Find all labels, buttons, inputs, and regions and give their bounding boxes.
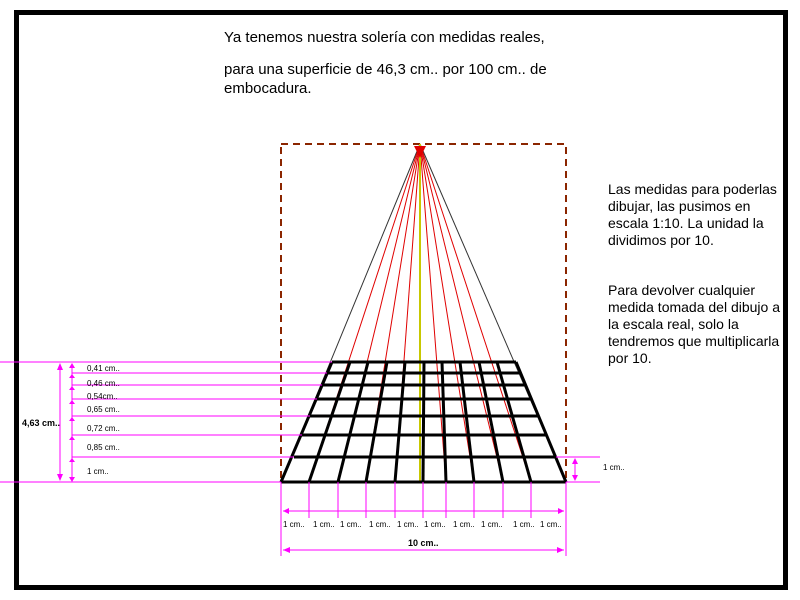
total-width-label: 10 cm.. [408,538,439,548]
row-height-label: 0,54cm.. [87,392,118,401]
vanishing-line [420,144,503,482]
arrowhead [557,547,564,553]
cell-width-label: 1 cm.. [397,520,419,529]
arrowhead [69,417,75,421]
row-height-label: 0,85 cm.. [87,443,120,452]
row-height-label: 0,65 cm.. [87,405,120,414]
cell-width-label: 1 cm.. [313,520,335,529]
grid-column-line [395,362,405,482]
cell-width-label: 1 cm.. [513,520,535,529]
grid-column-line [442,362,446,482]
row-height-label: 0,46 cm.. [87,379,120,388]
arrowhead [69,458,75,462]
cell-width-label: 1 cm.. [369,520,391,529]
grid-column-line [281,362,332,482]
grid-column-line [366,362,387,482]
grid-column-line [423,362,424,482]
heading-line-2: para una superficie de 46,3 cm.. por 100 cm.. de embocadura. [224,61,547,97]
cell-width-label: 1 cm.. [540,520,562,529]
arrowhead [283,547,290,553]
right-height-label: 1 cm.. [603,463,625,472]
cell-width-label: 1 cm.. [424,520,446,529]
arrowhead [572,475,578,481]
row-height-label: 1 cm.. [87,467,109,476]
cell-width-label: 1 cm.. [283,520,305,529]
arrowhead [69,374,75,378]
grid-column-line [479,362,503,482]
grid-column-line [497,362,531,482]
arrowhead [69,436,75,440]
arrowhead [69,400,75,404]
vanishing-line [420,144,531,482]
arrowhead [572,458,578,464]
heading-line-1: Ya tenemos nuestra solería con medidas reales, [224,29,545,46]
arrowhead [57,474,63,481]
arrowhead [57,363,63,370]
right-dimension [556,457,600,482]
grid-column-line [460,362,474,482]
arrowhead [69,363,75,368]
cell-width-label: 1 cm.. [453,520,475,529]
arrowhead [558,508,564,514]
vanishing-line [420,144,474,482]
conversion-note: Para devolver cualquier medida tomada del dibujo a la escala real, solo la tendremos que multiplicarla por 10. [608,282,781,366]
cell-width-label: 1 cm.. [340,520,362,529]
vanishing-lines [309,144,531,482]
row-height-label: 0,41 cm.. [87,364,120,373]
arrowhead [69,386,75,390]
scale-note: Las medidas para poderlas dibujar, las pusimos en escala 1:10. La unidad la dividimos por 10. [608,181,777,248]
cell-width-label: 1 cm.. [481,520,503,529]
total-height-label: 4,63 cm.. [22,418,61,428]
arrowhead [283,508,289,514]
grid-column-line [516,362,566,482]
arrowhead [69,477,75,482]
floor-grid [281,362,566,482]
row-height-label: 0,72 cm.. [87,424,120,433]
